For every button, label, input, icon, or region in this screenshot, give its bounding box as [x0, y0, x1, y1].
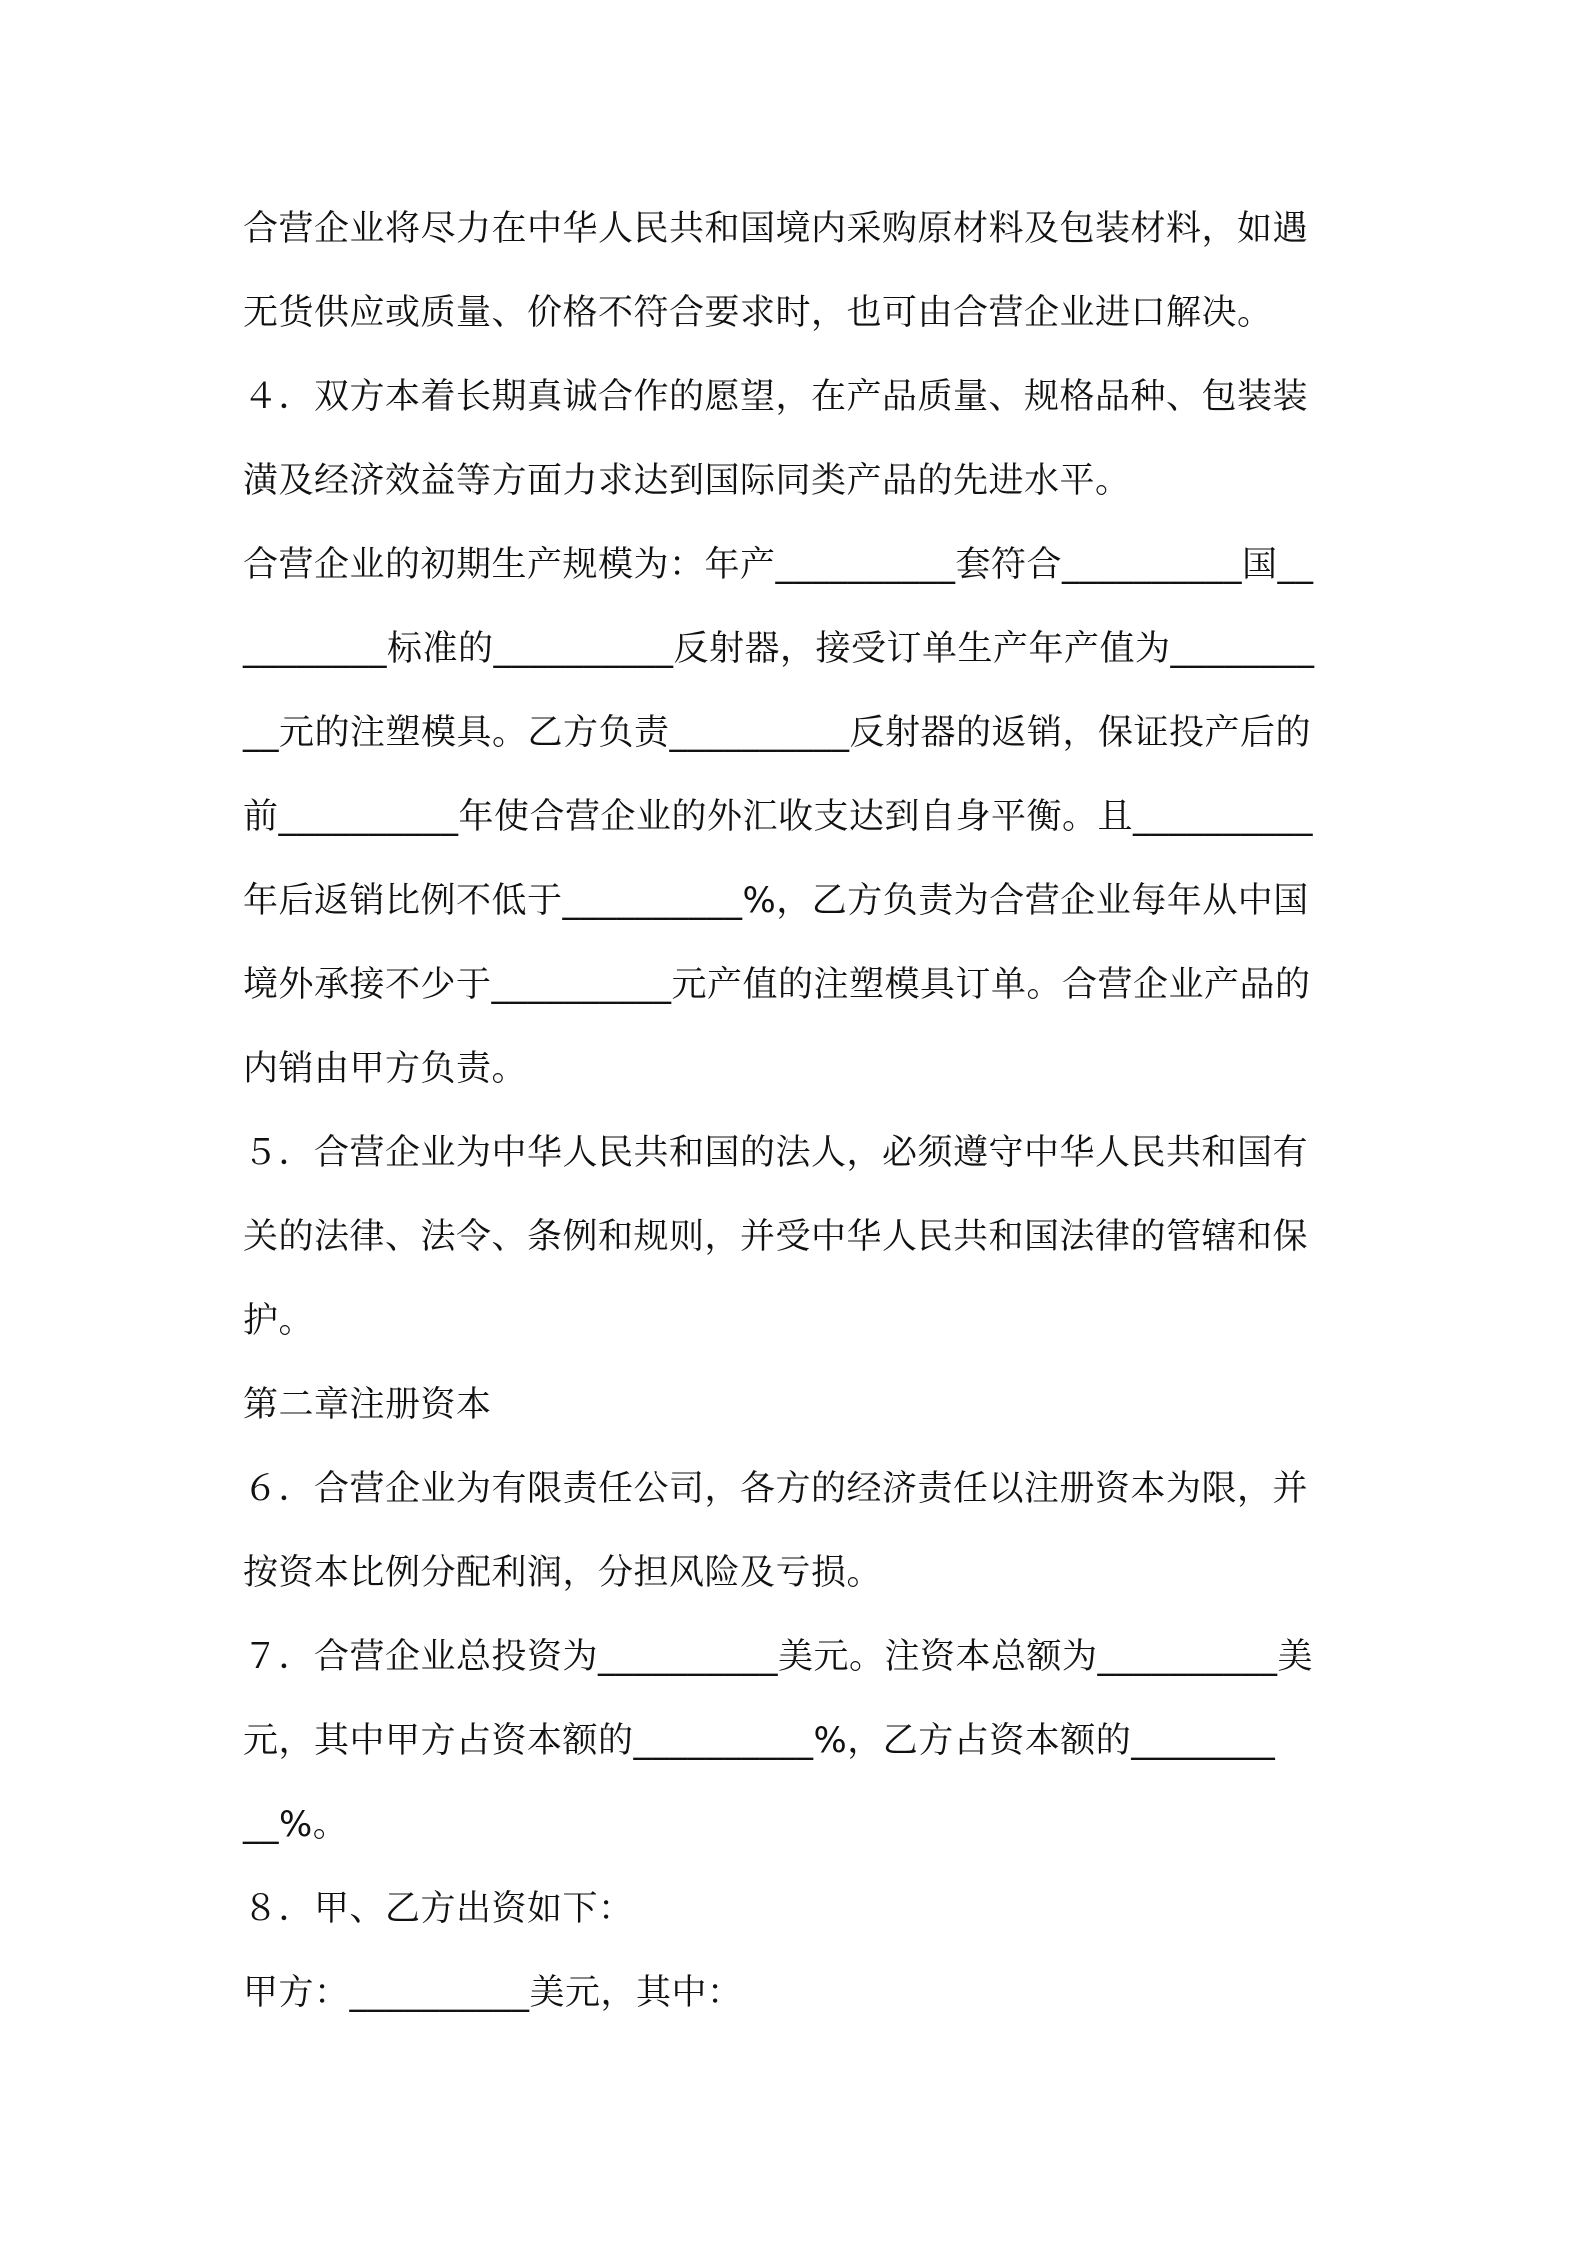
clause-8-line: ８．甲、乙方出资如下：	[243, 1889, 634, 1929]
text-line: 护。	[243, 1301, 315, 1341]
text-line: 合营企业的初期生产规模为：年产__________套符合__________国__	[243, 545, 1314, 585]
clause-5-line: ５．合营企业为中华人民共和国的法人，必须遵守中华人民共和国有	[243, 1133, 1309, 1173]
text-line: 境外承接不少于__________元产值的注塑模具订单。合营企业产品的	[243, 965, 1311, 1005]
text-line: 按资本比例分配利润，分担风险及亏损。	[243, 1553, 883, 1593]
text-line: __元的注塑模具。乙方负责__________反射器的返销，保证投产后的	[243, 713, 1312, 753]
text-line: 内销由甲方负责。	[243, 1049, 528, 1089]
chapter-heading: 第二章注册资本	[243, 1385, 492, 1425]
clause-4-line: ４．双方本着长期真诚合作的愿望，在产品质量、规格品种、包装装	[243, 377, 1309, 417]
text-line: 年后返销比例不低于__________%，乙方负责为合营企业每年从中国	[243, 881, 1309, 921]
text-line: 潢及经济效益等方面力求达到国际同类产品的先进水平。	[243, 461, 1131, 501]
clause-6-line: ６．合营企业为有限责任公司，各方的经济责任以注册资本为限，并	[243, 1469, 1309, 1509]
text-line: 前__________年使合营企业的外汇收支达到自身平衡。且__________	[243, 797, 1314, 837]
text-line: 元，其中甲方占资本额的__________%，乙方占资本额的________	[243, 1721, 1276, 1761]
text-line: ________标准的__________反射器，接受订单生产年产值为________	[243, 629, 1315, 669]
text-line: 甲方：__________美元，其中：	[243, 1973, 743, 2013]
text-line: 无货供应或质量、价格不符合要求时，也可由合营企业进口解决。	[243, 293, 1273, 333]
text-line: __%。	[243, 1805, 349, 1845]
clause-7-line: ７．合营企业总投资为__________美元。注资本总额为__________美	[243, 1637, 1314, 1677]
text-line: 合营企业将尽力在中华人民共和国境内采购原材料及包装材料，如遇	[243, 209, 1309, 249]
text-line: 关的法律、法令、条例和规则，并受中华人民共和国法律的管辖和保	[243, 1217, 1309, 1257]
